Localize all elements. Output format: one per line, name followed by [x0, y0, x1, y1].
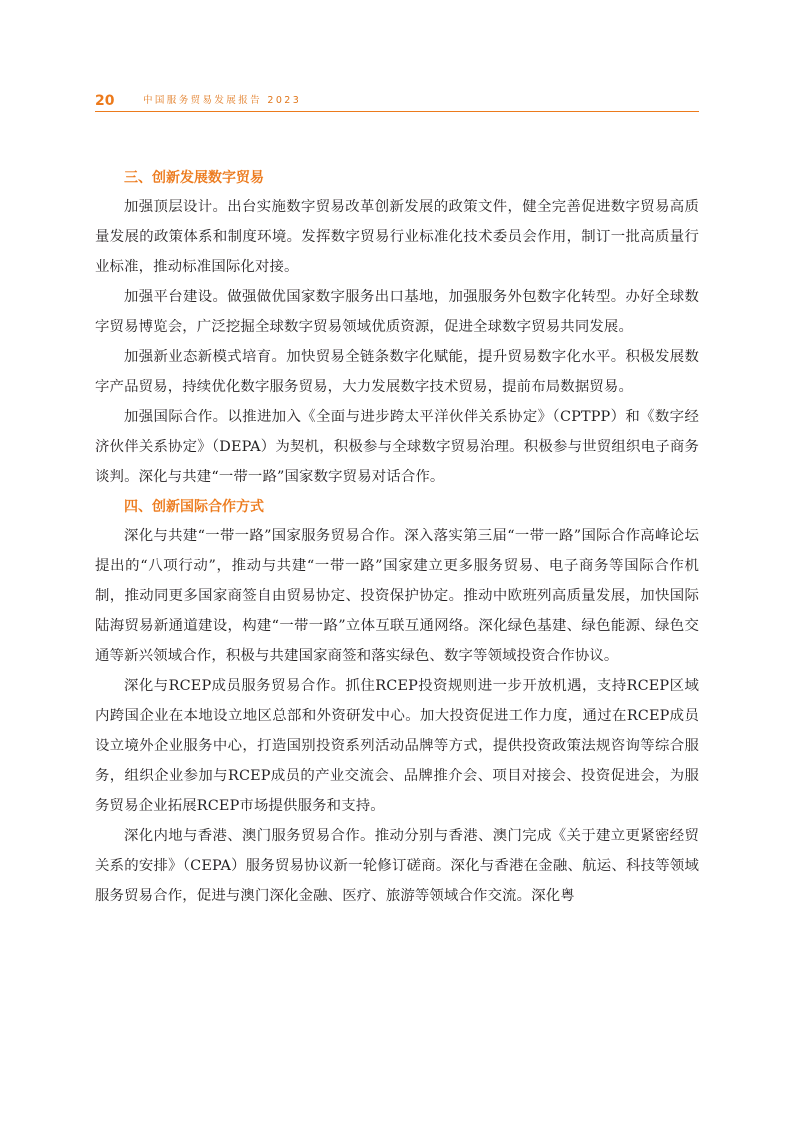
header-rule: [95, 111, 699, 112]
paragraph: 深化内地与香港、澳门服务贸易合作。推动分别与香港、澳门完成《关于建立更紧密经贸关系的安排》（CEPA）服务贸易协议新一轮修订磋商。深化与香港在金融、航运、科技等领域服务贸易合作，促进与澳门深化金融、医疗、旅游等领域合作交流。深化粤: [95, 828, 699, 904]
paragraph: 加强顶层设计。出台实施数字贸易改革创新发展的政策文件，健全完善促进数字贸易高质量发展的政策体系和制度环境。发挥数字贸易行业标准化技术委员会作用，制订一批高质量行业标准，推动标准国际化对接。: [95, 199, 699, 275]
paragraph: 深化与共建“一带一路”国家服务贸易合作。深入落实第三届“一带一路”国际合作高峰论坛提出的“八项行动”，推动与共建“一带一路”国家建立更多服务贸易、电子商务等国际合作机制，推动同更多国家商签自由贸易协定、投资保护协定。推动中欧班列高质量发展，加快国际陆海贸易新通道建设，构建“一带一路”立体互联互通网络。深化绿色基建、绿色能源、绿色交通等新兴领域合作，积极与共建国家商签和落实绿色、数字等领域投资合作协议。: [95, 528, 699, 664]
running-title: 中国服务贸易发展报告 2023: [143, 95, 302, 106]
page-header: [95, 92, 699, 112]
paragraph: 深化与RCEP成员服务贸易合作。抓住RCEP投资规则进一步开放机遇，支持RCEP区域内跨国企业在本地设立地区总部和外资研发中心。加大投资促进工作力度，通过在RCEP成员设立境外企业服务中心，打造国别投资系列活动品牌等方式，提供投资政策法规咨询等综合服务，组织企业参加与RCEP成员的产业交流会、品牌推介会、项目对接会、投资促进会，为服务贸易企业拓展RCEP市场提供服务和支持。: [95, 678, 699, 814]
page-number: 20: [95, 93, 115, 109]
section-heading-international-cooperation: 四、创新国际合作方式: [124, 499, 264, 515]
paragraph: 加强平台建设。做强做优国家数字服务出口基地，加强服务外包数字化转型。办好全球数字贸易博览会，广泛挖掘全球数字贸易领域优质资源，促进全球数字贸易共同发展。: [95, 289, 699, 335]
section-heading-digital-trade: 三、创新发展数字贸易: [124, 170, 264, 186]
paragraph: 加强新业态新模式培育。加快贸易全链条数字化赋能，提升贸易数字化水平。积极发展数字产品贸易，持续优化数字服务贸易，大力发展数字技术贸易，提前布局数据贸易。: [95, 349, 699, 395]
body-text: [95, 163, 699, 911]
paragraph: 加强国际合作。以推进加入《全面与进步跨太平洋伙伴关系协定》（CPTPP）和《数字经济伙伴关系协定》（DEPA）为契机，积极参与全球数字贸易治理。积极参与世贸组织电子商务谈判。深化与共建“一带一路”国家数字贸易对话合作。: [95, 409, 699, 485]
